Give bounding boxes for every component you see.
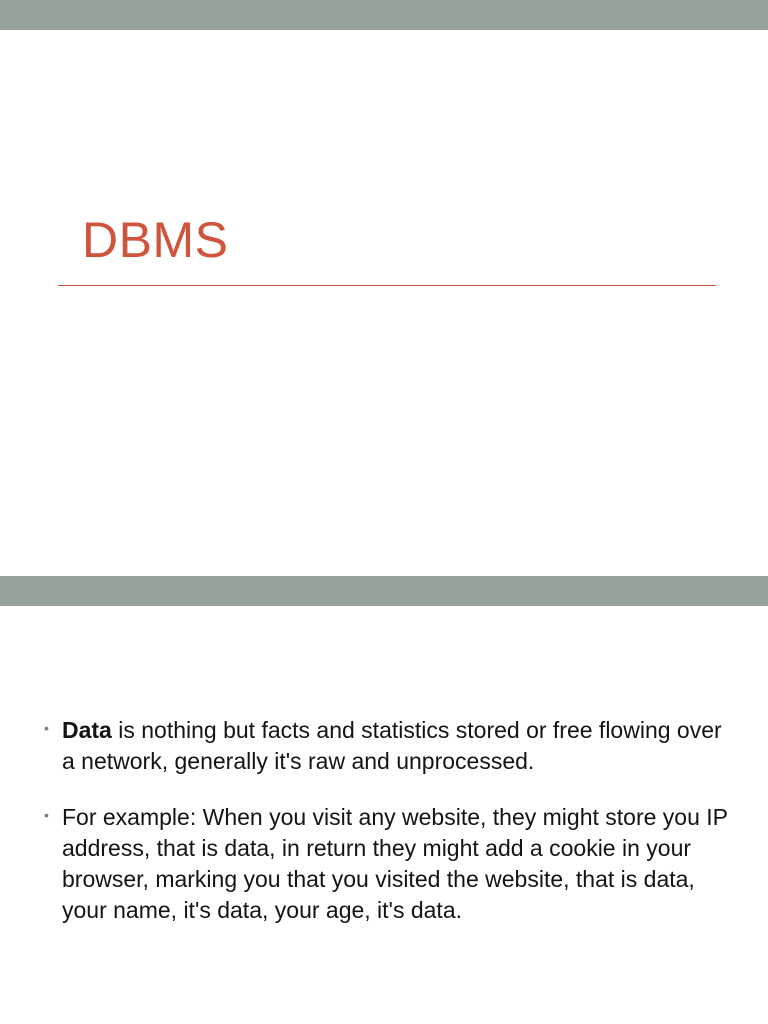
bullet-item-example (44, 802, 734, 926)
bullet-item-data-definition (44, 715, 734, 777)
bullet-text: is nothing but facts and statistics stored or free flowing over a network, generally it's raw and unprocessed. (62, 717, 722, 774)
title-underline (58, 285, 716, 286)
bullet-icon: • (44, 720, 49, 736)
bullet-term: Data (62, 717, 112, 743)
header-band (0, 0, 768, 30)
bullet-list (44, 715, 734, 951)
slide-title: DBMS (82, 212, 229, 268)
bullet-text: For example: When you visit any website, they might store you IP address, that is data, in return they might add a cookie in your browser, marking you that you visited the website, that is data, your name, it's data, your age, it's data. (62, 804, 728, 923)
header-band (0, 576, 768, 606)
content-slide (0, 576, 768, 1024)
bullet-icon: • (44, 807, 49, 823)
